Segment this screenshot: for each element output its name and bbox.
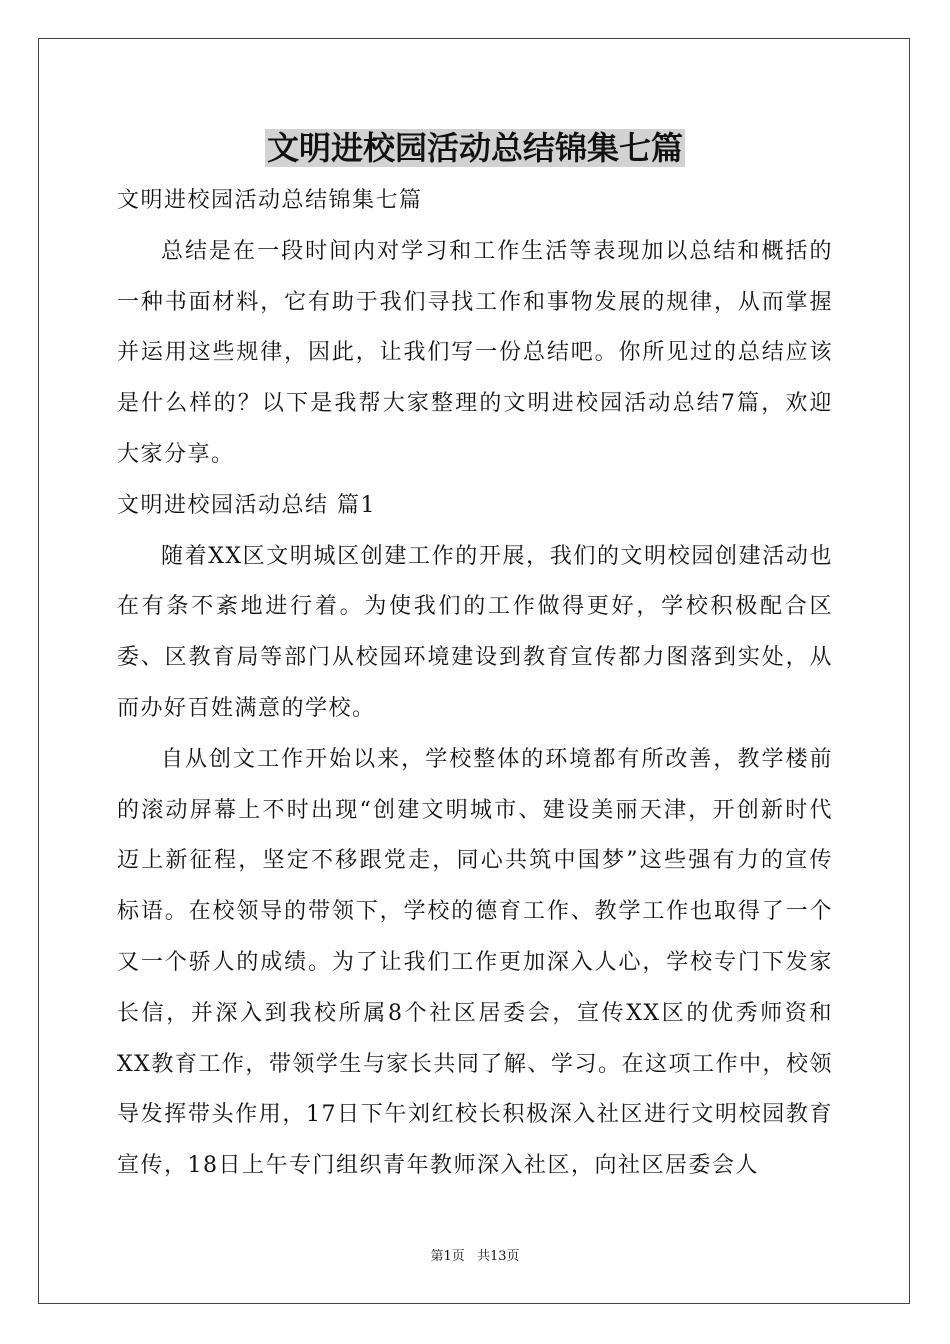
page-number: 第1页 [430,1249,465,1264]
page-total: 共13页 [476,1249,520,1264]
document-title [0,124,950,172]
document-title-text: 文明进校园活动总结锦集七篇 [266,129,683,167]
subtitle-line: 文明进校园活动总结锦集七篇 [117,188,423,213]
page-footer [0,1248,950,1266]
section-heading: 文明进校园活动总结 篇1 [117,492,376,518]
body-paragraph: 自从创文工作开始以来，学校整体的环境都有所改善，教学楼前的滚动屏幕上不时出现“创建文明城市、建设美丽天津，开创新时代迈上新征程，坚定不移跟党走，同心共筑中国梦”这些强有力的宣传标语。在校领导的带领下，学校的德育工作、教学工作也取得了一个又一个骄人的成绩。为了让我们工作更加深入人心，学校专门下发家长信，并深入到我校所属8个社区居委会，宣传XX区的优秀师资和XX教育工作，带领学生与家长共同了解、学习。在这项工作中，校领导发挥带头作用，17日下午刘红校长积极深入社区进行文明校园教育宣传，18日上午专门组织青年教师深入社区，向社区居委会人 [117,746,833,1179]
intro-paragraph: 总结是在一段时间内对学习和工作生活等表现加以总结和概括的一种书面材料，它有助于我们寻找工作和事物发展的规律，从而掌握并运用这些规律，因此，让我们写一份总结吧。你所见过的总结应该是什么样的？以下是我帮大家整理的文明进校园活动总结7篇，欢迎大家分享。 [117,238,833,467]
document-body [117,176,833,1192]
body-paragraph: 随着XX区文明城区创建工作的开展，我们的文明校园创建活动也在有条不紊地进行着。为使我们的工作做得更好，学校积极配合区委、区教育局等部门从校园环境建设到教育宣传都力图落到实处，从而办好百姓满意的学校。 [117,543,833,721]
